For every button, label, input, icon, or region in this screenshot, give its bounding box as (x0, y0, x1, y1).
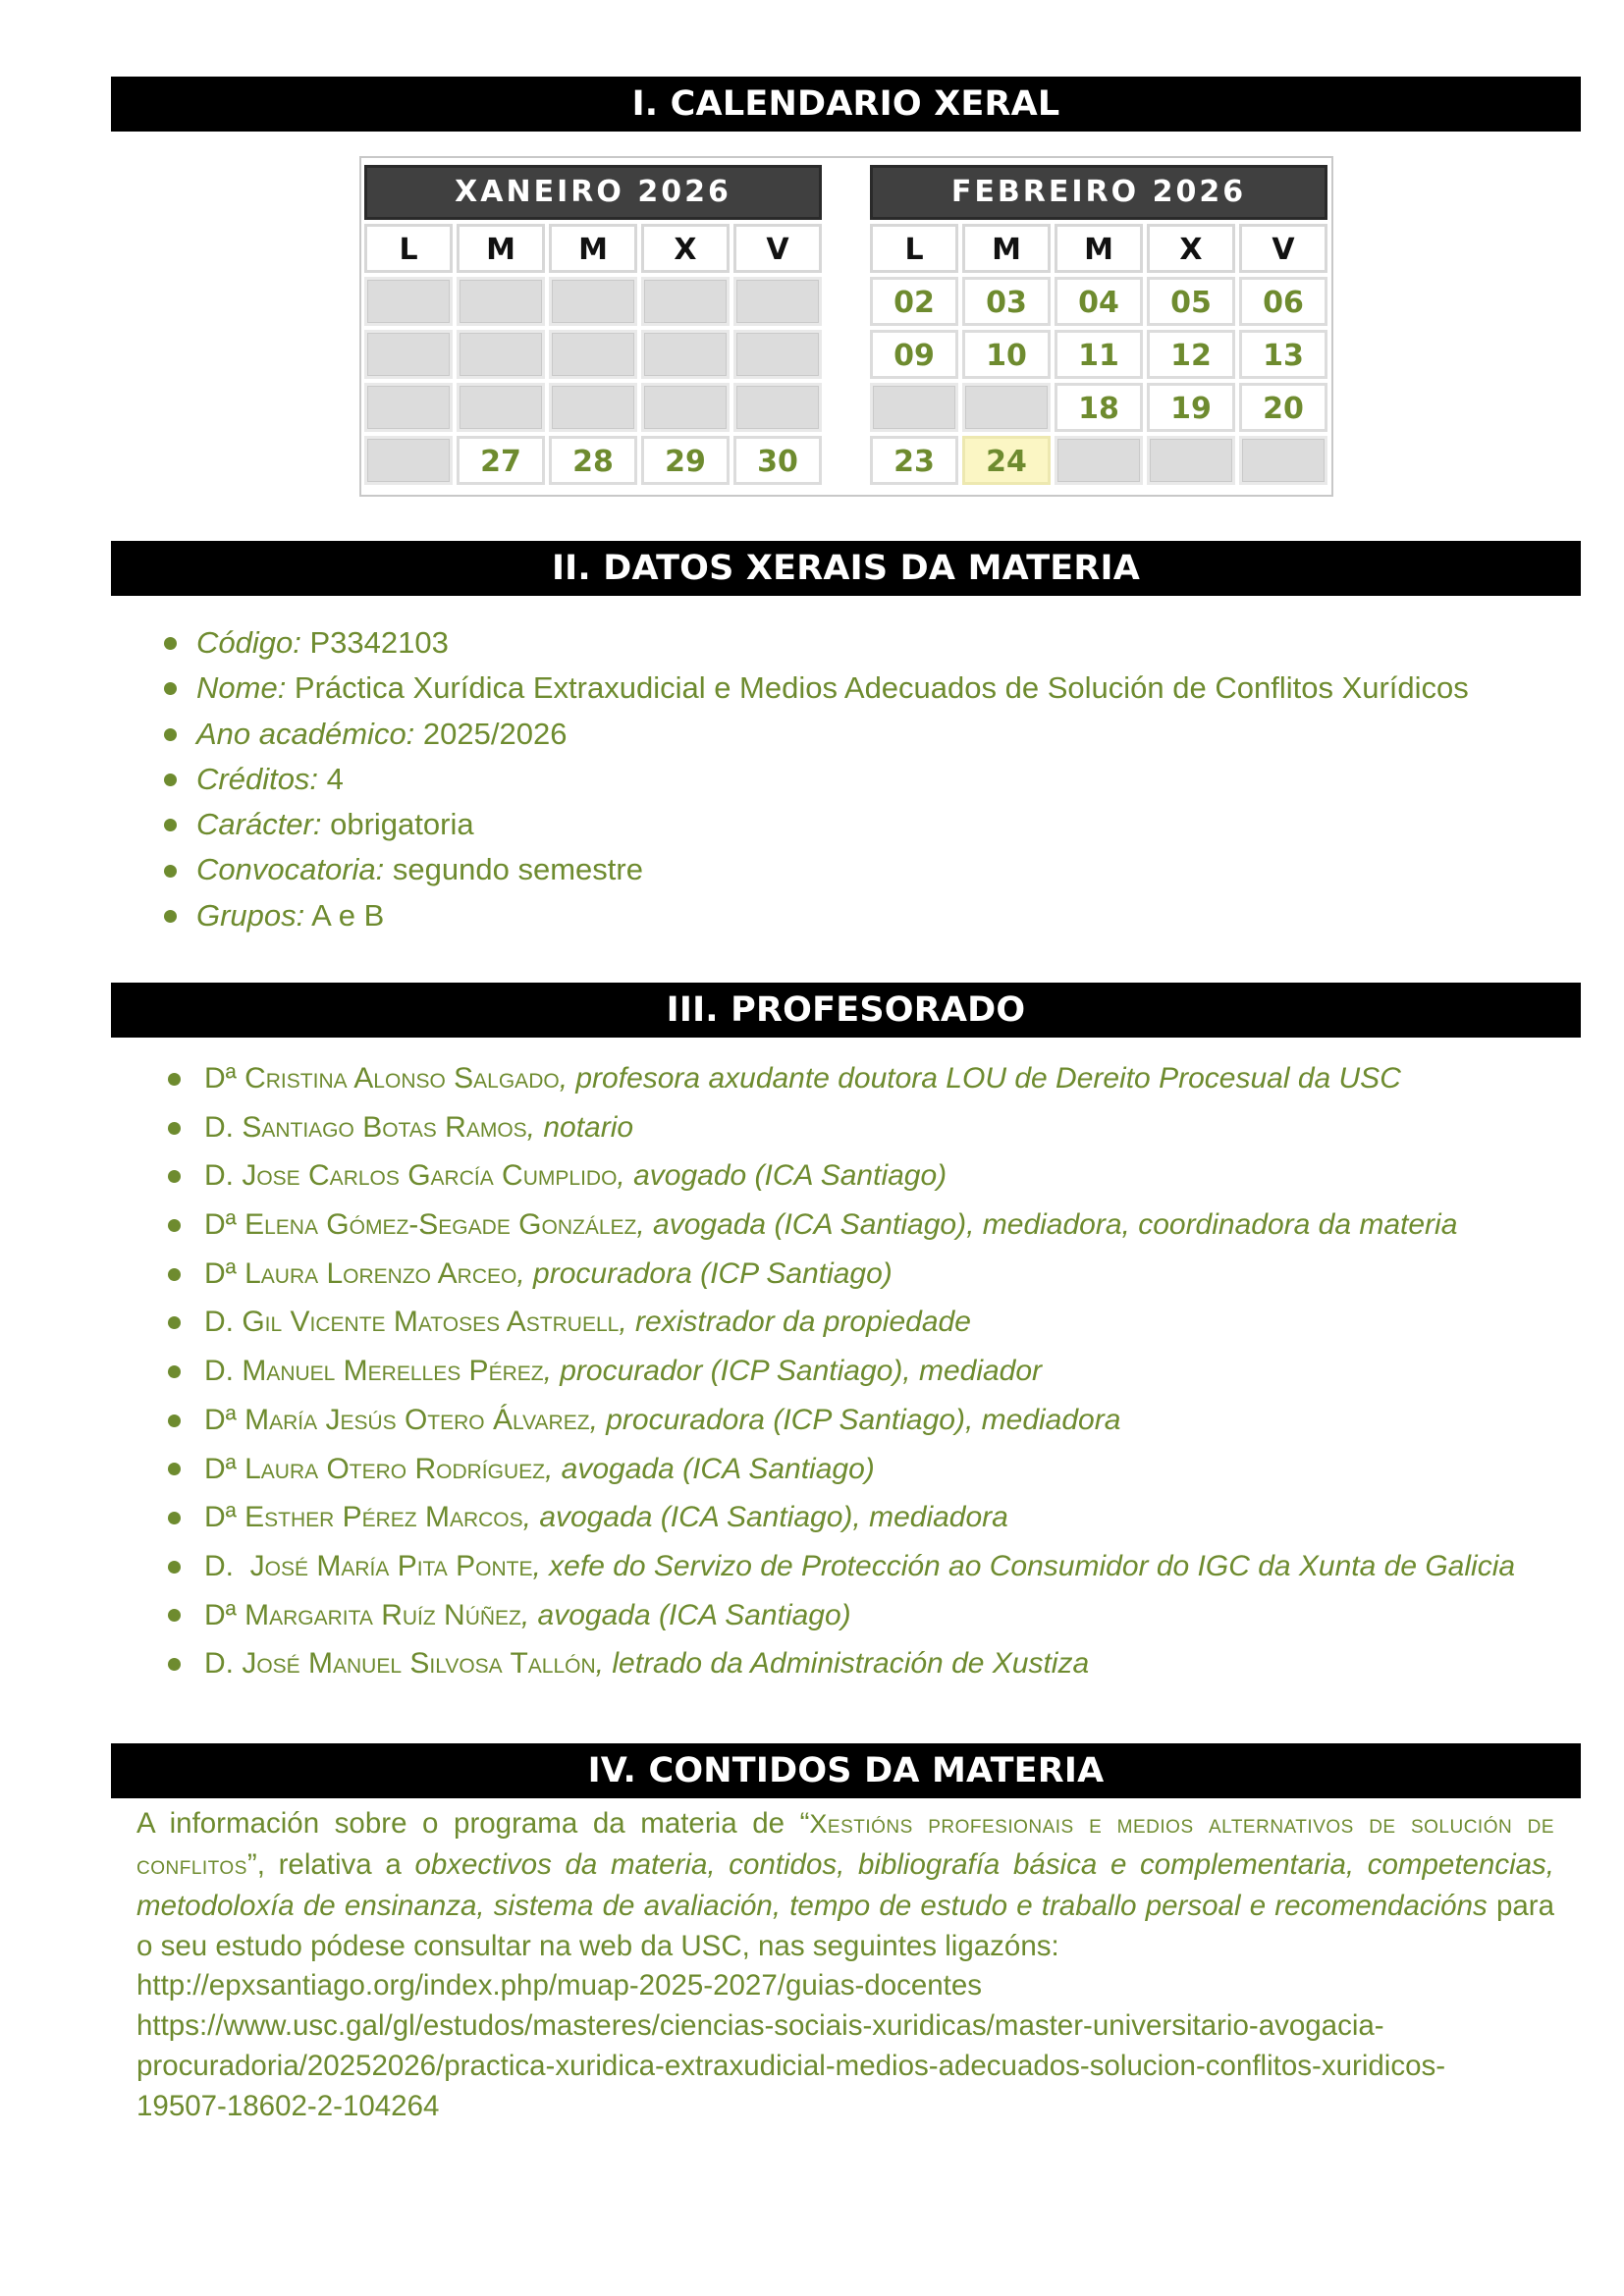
bullet-icon (168, 1463, 181, 1475)
teacher-name: Dª Elena Gómez-Segade González (204, 1208, 637, 1242)
empty-day-cell (733, 383, 822, 432)
weekday-header: X (641, 224, 730, 273)
empty-day-cell (1147, 436, 1235, 485)
list-item (0, 1445, 1515, 1494)
teacher-role: , avogada (ICA Santiago), mediadora (522, 1501, 1008, 1534)
day-cell-highlighted: 24 (962, 436, 1051, 485)
contidos-paragraph (136, 1803, 1554, 1966)
empty-day-cell (457, 277, 545, 326)
teacher-name: Dª Cristina Alonso Salgado (204, 1062, 560, 1095)
day-cell: 23 (870, 436, 958, 485)
day-cell: 19 (1147, 383, 1235, 432)
month-grid (364, 224, 822, 485)
teacher-role: , avogado (ICA Santiago) (617, 1159, 947, 1193)
list-item (0, 1542, 1515, 1591)
day-cell: 30 (733, 436, 822, 485)
day-cell: 03 (962, 277, 1051, 326)
datos-label: Carácter: (196, 807, 322, 842)
teacher-role: , procuradora (ICP Santiago), mediadora (589, 1403, 1121, 1436)
list-item (0, 1347, 1515, 1396)
contidos-intro: A información sobre o programa da materia de “ (136, 1807, 810, 1840)
day-cell: 13 (1239, 330, 1327, 379)
month-grid (870, 224, 1327, 485)
teacher-name: Dª Esther Pérez Marcos (204, 1501, 523, 1534)
bullet-icon (168, 1415, 181, 1427)
empty-day-cell (549, 277, 637, 326)
day-cell: 05 (1147, 277, 1235, 326)
weekday-header: X (1147, 224, 1235, 273)
list-item (0, 1151, 1515, 1201)
bullet-icon (168, 1658, 181, 1671)
list-item (0, 1493, 1515, 1542)
bullet-icon (168, 1512, 181, 1524)
day-cell: 11 (1055, 330, 1143, 379)
empty-day-cell (457, 383, 545, 432)
datos-label: Créditos: (196, 761, 319, 796)
day-cell: 09 (870, 330, 958, 379)
datos-value: 4 (318, 761, 344, 796)
empty-day-cell (733, 277, 822, 326)
teacher-role: , rexistrador da propiedade (619, 1306, 971, 1339)
contidos-after-subject: ”, relativa a (246, 1848, 415, 1881)
link-continuation[interactable]: procuradoria/20252026/practica-xuridica-extraxudicial-medios-adecuados-solucion-conflitos-xuridicos- (136, 2050, 1446, 2082)
teacher-name: D. Manuel Merelles Pérez (204, 1355, 544, 1388)
empty-day-cell (733, 330, 822, 379)
day-cell: 06 (1239, 277, 1327, 326)
bullet-icon (164, 637, 177, 650)
link[interactable]: https://www.usc.gal/gl/estudos/masteres/ciencias-sociais-xuridicas/master-universitario-avogacia- (136, 2009, 1384, 2042)
list-item (0, 1396, 1515, 1445)
datos-value: segundo semestre (384, 852, 643, 887)
link[interactable]: http://epxsantiago.org/index.php/muap-2025-2027/guias-docentes (136, 1969, 983, 2002)
teacher-role: , xefe do Servizo de Protección ao Consumidor do IGC da Xunta de Galicia (532, 1549, 1516, 1582)
empty-day-cell (641, 277, 730, 326)
section-header-calendario: I. CALENDARIO XERAL (111, 77, 1581, 132)
bullet-icon (164, 910, 177, 923)
list-item (0, 847, 1469, 892)
section-header-profesorado: III. PROFESORADO (111, 983, 1581, 1038)
list-item (0, 1103, 1515, 1152)
weekday-header: M (457, 224, 545, 273)
datos-label: Grupos: (196, 897, 305, 933)
day-cell: 18 (1055, 383, 1143, 432)
list-item (0, 1201, 1515, 1250)
month-title: FEBREIRO 2026 (870, 165, 1327, 220)
empty-day-cell (364, 383, 453, 432)
link-continuation[interactable]: 19507-18602-2-104264 (136, 2090, 440, 2122)
day-cell: 12 (1147, 330, 1235, 379)
bullet-icon (164, 865, 177, 878)
teacher-role: , avogada (ICA Santiago) (520, 1598, 851, 1631)
empty-day-cell (870, 383, 958, 432)
teacher-role: , profesora axudante doutora LOU de Dereito Procesual da USC (559, 1062, 1401, 1095)
section-header-contidos: IV. CONTIDOS DA MATERIA (111, 1743, 1581, 1798)
bullet-icon (164, 728, 177, 741)
list-item (0, 1054, 1515, 1103)
list-item (0, 757, 1469, 802)
list-item (0, 620, 1469, 666)
bullet-icon (164, 682, 177, 695)
teacher-role: , notario (526, 1110, 634, 1144)
contidos-italic-list: obxectivos da materia, contidos, bibliografía básica e complementaria, competencias, metodoloxía de ensinanza, sistema de avaliación, tempo de estudo e traballo persoal e recomendacións (136, 1848, 1554, 1922)
list-item (0, 802, 1469, 847)
contidos-links (136, 1965, 1570, 2126)
weekday-header: V (733, 224, 822, 273)
day-cell: 28 (549, 436, 637, 485)
list-item (0, 1298, 1515, 1347)
teacher-name: D. Santiago Botas Ramos (204, 1110, 527, 1144)
list-item (0, 712, 1469, 757)
teacher-role: , avogada (ICA Santiago) (544, 1452, 875, 1485)
teacher-name: D. José María Pita Ponte (204, 1549, 533, 1582)
weekday-header: M (549, 224, 637, 273)
day-cell: 29 (641, 436, 730, 485)
teacher-name: Dª Laura Lorenzo Arceo (204, 1256, 517, 1290)
datos-value: 2025/2026 (414, 716, 568, 751)
bullet-icon (168, 1365, 181, 1378)
month-february (870, 165, 1327, 485)
datos-label: Código: (196, 625, 301, 660)
teacher-name: D. José Manuel Silvosa Tallón (204, 1647, 596, 1681)
list-item (0, 1591, 1515, 1640)
empty-day-cell (549, 383, 637, 432)
month-january (364, 165, 822, 485)
empty-day-cell (364, 277, 453, 326)
bullet-icon (168, 1561, 181, 1574)
empty-day-cell (641, 383, 730, 432)
datos-value: obrigatoria (321, 807, 474, 842)
empty-day-cell (364, 330, 453, 379)
datos-label: Nome: (196, 670, 287, 706)
bullet-icon (168, 1073, 181, 1086)
datos-value: Práctica Xurídica Extraxudicial e Medios Adecuados de Solución de Conflitos Xurídicos (286, 670, 1469, 706)
datos-value: P3342103 (300, 625, 449, 660)
datos-label: Convocatoria: (196, 852, 385, 887)
empty-day-cell (641, 330, 730, 379)
weekday-header: M (962, 224, 1051, 273)
weekday-header: L (364, 224, 453, 273)
teacher-role: , procurador (ICP Santiago), mediador (543, 1355, 1043, 1388)
empty-day-cell (962, 383, 1051, 432)
contidos-subject: Xestións profesionais e medios alternativos de solución de conflitos (136, 1809, 1554, 1880)
day-cell: 10 (962, 330, 1051, 379)
bullet-icon (168, 1170, 181, 1183)
bullet-icon (168, 1268, 181, 1281)
bullet-icon (168, 1219, 181, 1232)
teacher-role: , procuradora (ICP Santiago) (516, 1256, 893, 1290)
empty-day-cell (364, 436, 453, 485)
bullet-icon (168, 1316, 181, 1329)
datos-value: A e B (304, 897, 385, 933)
month-title: XANEIRO 2026 (364, 165, 822, 220)
list-item (0, 1250, 1515, 1299)
teacher-name: D. Gil Vicente Matoses Astruell (204, 1306, 620, 1339)
teacher-name: Dª María Jesús Otero Álvarez (204, 1403, 590, 1436)
empty-day-cell (1055, 436, 1143, 485)
bullet-icon (164, 774, 177, 786)
datos-list (0, 620, 1469, 938)
weekday-header: L (870, 224, 958, 273)
list-item (0, 893, 1469, 938)
teacher-name: Dª Laura Otero Rodríguez (204, 1452, 545, 1485)
teacher-role: , letrado da Administración de Xustiza (595, 1647, 1090, 1681)
teacher-role: , avogada (ICA Santiago), mediadora, coordinadora da materia (636, 1208, 1458, 1242)
section-header-datos: II. DATOS XERAIS DA MATERIA (111, 541, 1581, 596)
day-cell: 02 (870, 277, 958, 326)
teacher-name: Dª Margarita Ruíz Núñez (204, 1598, 521, 1631)
list-item (0, 1639, 1515, 1688)
weekday-header: M (1055, 224, 1143, 273)
empty-day-cell (1239, 436, 1327, 485)
contidos-tail: para o seu estudo pódese consultar na web da USC, nas seguintes ligazóns: (136, 1890, 1554, 1962)
bullet-icon (164, 819, 177, 831)
profesorado-list (0, 1054, 1515, 1688)
day-cell: 20 (1239, 383, 1327, 432)
list-item (0, 666, 1469, 711)
empty-day-cell (549, 330, 637, 379)
day-cell: 04 (1055, 277, 1143, 326)
weekday-header: V (1239, 224, 1327, 273)
bullet-icon (168, 1122, 181, 1135)
teacher-name: D. Jose Carlos García Cumplido (204, 1159, 618, 1193)
datos-label: Ano académico: (196, 716, 415, 751)
day-cell: 27 (457, 436, 545, 485)
bullet-icon (168, 1609, 181, 1622)
empty-day-cell (457, 330, 545, 379)
